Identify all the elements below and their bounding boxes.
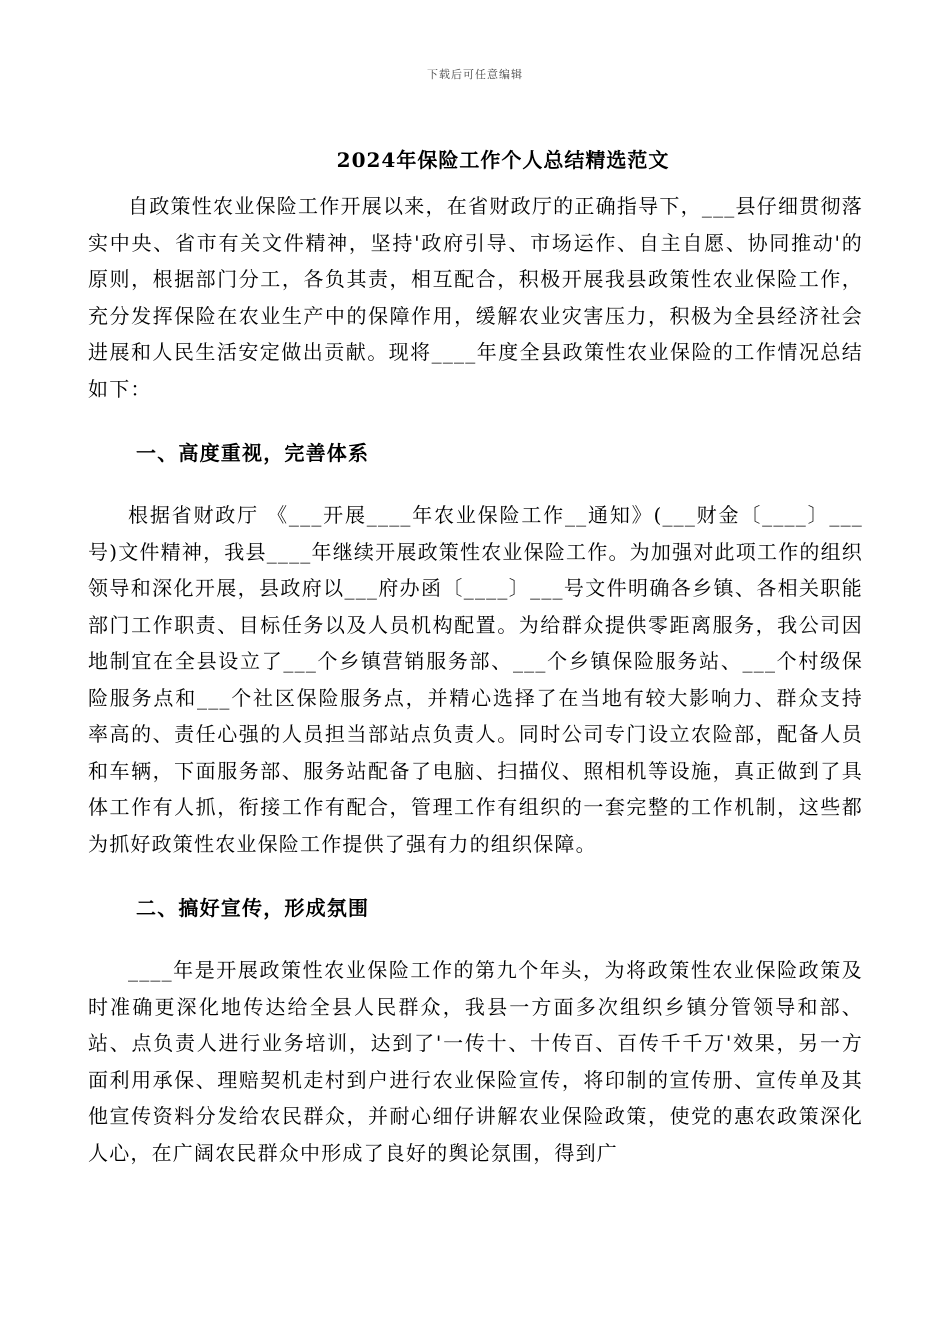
intro-paragraph: 自政策性农业保险工作开展以来，在省财政厅的正确指导下，___县仔细贯彻落实中央、省市有关文件精神，坚持'政府引导、市场运作、自主自愿、协同推动'的原则，根据部门分工，各负其责，相互配合，积极开展我县政策性农业保险工作，充分发挥保险在农业生产中的保障作用，缓解农业灾害压力，积极为全县经济社会进展和人民生活安定做出贡献。现将____年度全县政策性农业保险的工作情况总结如下： xyxy=(88,194,863,401)
document-body xyxy=(88,188,863,1171)
section-paragraph: ____年是开展政策性农业保险工作的第九个年头，为将政策性农业保险政策及时准确更深化地传达给全县人民群众，我县一方面多次组织乡镇分管领导和部、站、点负责人进行业务培训，达到了'一传十、十传百、百传千千万'效果，另一方面利用承保、理赔契机走村到户进行农业保险宣传，将印制的宣传册、宣传单及其他宣传资料分发给农民群众，并耐心细仔讲解农业保险政策，使党的惠农政策深化人心，在广阔农民群众中形成了良好的舆论氛围，得到广 xyxy=(88,958,863,1165)
section-heading: 二、搞好宣传，形成氛围 xyxy=(136,896,370,920)
section-paragraph: 根据省财政厅 《___开展____年农业保险工作__通知》(___财金〔____〕___号)文件精神，我县____年继续开展政策性农业保险工作。为加强对此项工作的组织领导和深化开展，县政府以___府办函〔____〕___号文件明确各乡镇、各相关职能部门工作职责、目标任务以及人员机构配置。为给群众提供零距离服务，我公司因地制宜在全县设立了___个乡镇营销服务部、___个乡镇保险服务站、___个村级保险服务点和___个社区保险服务点，并精心选择了在当地有较大影响力、群众支持率高的、责任心强的人员担当部站点负责人。同时公司专门设立农险部，配备人员和车辆，下面服务部、服务站配备了电脑、扫描仪、照相机等设施，真正做到了具体工作有人抓，衔接工作有配合，管理工作有组织的一套完整的工作机制，这些都为抓好政策性农业保险工作提供了强有力的组织保障。 xyxy=(88,503,863,856)
section-heading: 一、高度重视，完善体系 xyxy=(136,441,370,465)
header-note: 下载后可任意编辑 xyxy=(427,68,523,81)
document-title: 2024年保险工作个人总结精选范文 xyxy=(336,148,670,172)
